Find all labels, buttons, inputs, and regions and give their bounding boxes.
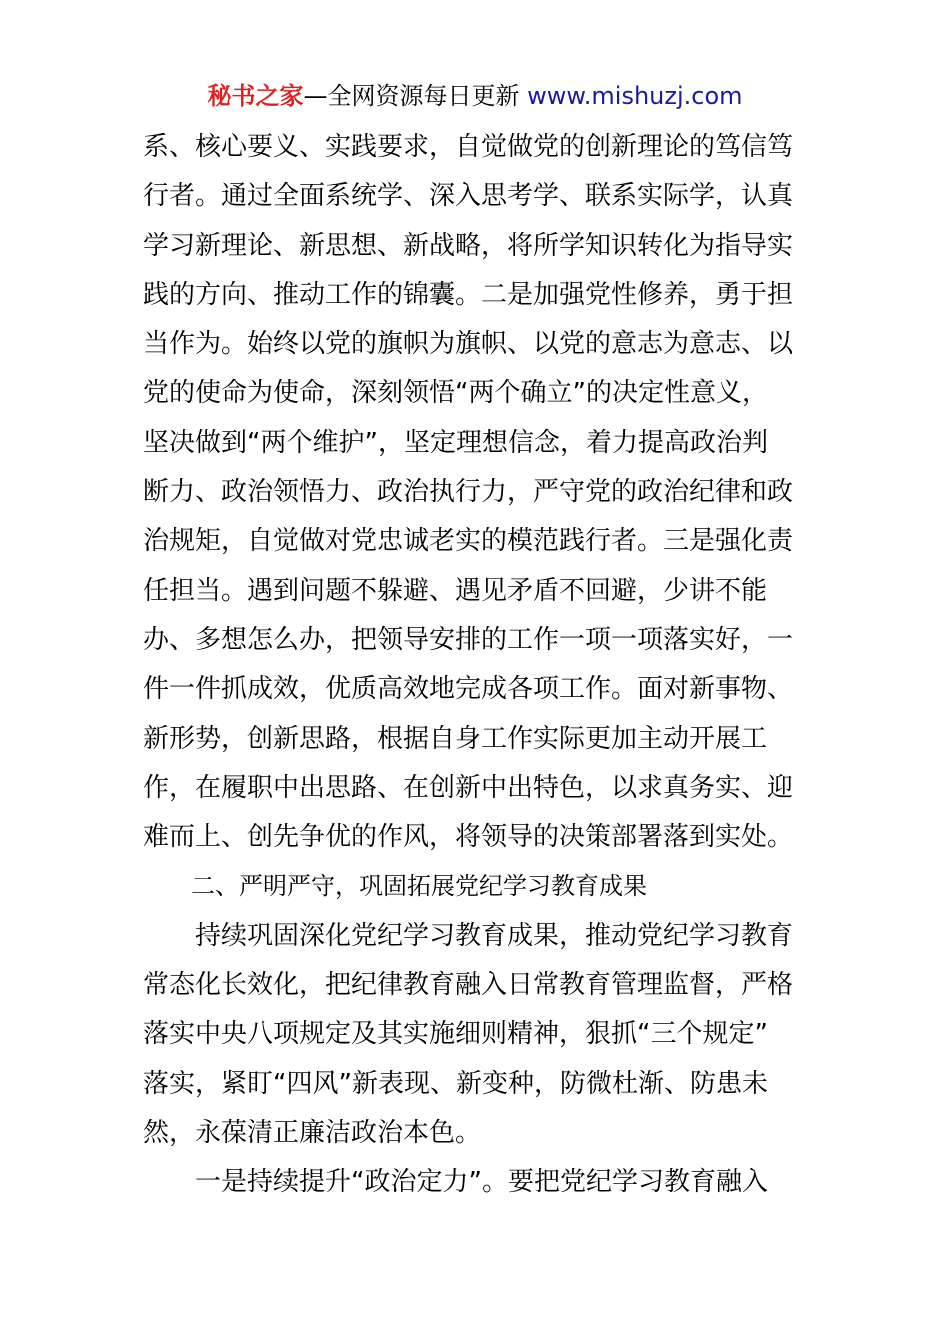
brand-name: 秘书之家	[207, 82, 304, 110]
text-line: 一是持续提升“政治定力”。要把党纪学习教育融入	[143, 1167, 768, 1198]
text-line: 系、核心要义、实践要求，自觉做党的创新理论的笃信笃	[143, 132, 794, 162]
text-line: 难而上、创先争优的作风，将领导的决策部署落到实处。	[143, 822, 794, 853]
section-heading: 二、严明严守，巩固拓展党纪学习教育成果	[143, 872, 647, 901]
text-line: 断力、政治领悟力、政治执行力，严守党的政治纪律和政	[143, 477, 794, 508]
text-line: 当作为。始终以党的旗帜为旗帜、以党的意志为意志、以	[143, 329, 794, 360]
text-line: 坚决做到“两个维护”，坚定理想信念，着力提高政治判	[143, 427, 768, 458]
header-slogan: —全网资源每日更新	[303, 82, 528, 110]
text-line: 持续巩固深化党纪学习教育成果，推动党纪学习教育	[143, 920, 794, 951]
text-line: 常态化长效化，把纪律教育融入日常教育管理监督，严格	[143, 970, 794, 1001]
text-line: 件一件抓成效，优质高效地完成各项工作。面对新事物、	[143, 674, 794, 705]
text-line: 学习新理论、新思想、新战略，将所学知识转化为指导实	[143, 230, 794, 261]
text-line: 然，永葆清正廉洁政治本色。	[143, 1117, 482, 1148]
site-url-link[interactable]: www.mishuzj.com	[527, 82, 743, 110]
site-header	[0, 80, 950, 112]
text-line: 落实中央八项规定及其实施细则精神，狠抓“三个规定”	[143, 1019, 768, 1050]
text-line: 办、多想怎么办，把领导安排的工作一项一项落实好，一	[143, 624, 794, 655]
text-line: 落实，紧盯“四风”新表现、新变种，防微杜渐、防患未	[143, 1068, 768, 1099]
text-line: 治规矩，自觉做对党忠诚老实的模范践行者。三是强化责	[143, 526, 794, 557]
document-body	[143, 123, 809, 1208]
text-line: 党的使命为使命，深刻领悟“两个确立”的决定性意义，	[143, 378, 768, 409]
text-line: 新形势，创新思路，根据自身工作实际更加主动开展工	[143, 723, 768, 754]
text-line: 行者。通过全面系统学、深入思考学、联系实际学，认真	[143, 181, 794, 212]
text-line: 作，在履职中出思路、在创新中出特色，以求真务实、迎	[143, 772, 794, 803]
text-line: 践的方向、推动工作的锦囊。二是加强党性修养，勇于担	[143, 279, 794, 310]
text-line: 任担当。遇到问题不躲避、遇见矛盾不回避，少讲不能	[143, 575, 768, 606]
